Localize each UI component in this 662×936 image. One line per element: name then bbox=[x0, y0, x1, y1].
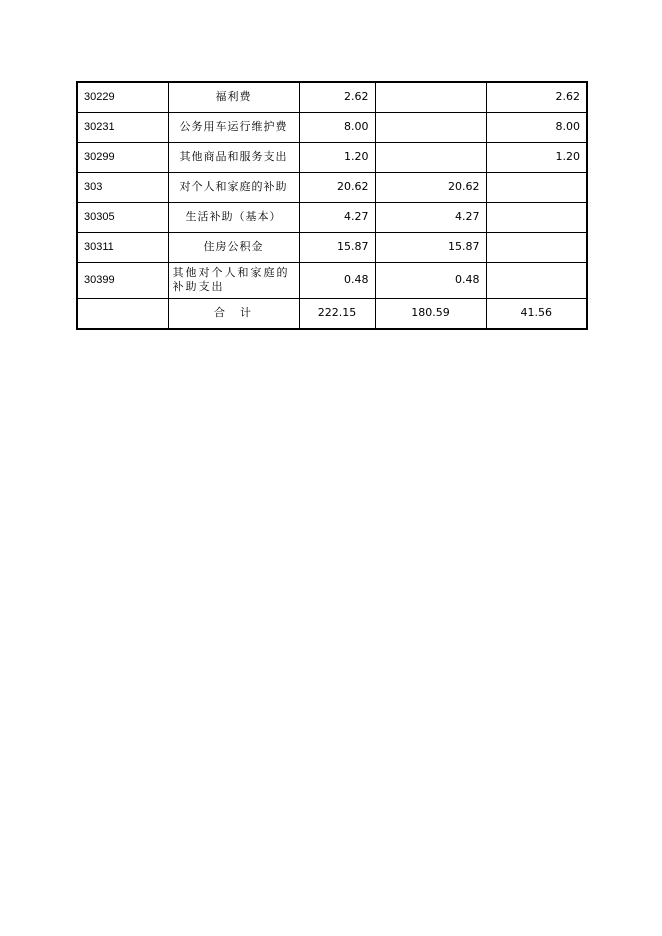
row-code: 303 bbox=[77, 172, 168, 202]
row-total: 1.20 bbox=[299, 142, 375, 172]
row-basic bbox=[375, 112, 486, 142]
total-code-empty bbox=[77, 298, 168, 329]
row-project bbox=[486, 232, 587, 262]
row-project bbox=[486, 202, 587, 232]
row-total: 2.62 bbox=[299, 82, 375, 112]
row-name: 对个人和家庭的补助 bbox=[168, 172, 299, 202]
row-total: 4.27 bbox=[299, 202, 375, 232]
row-total: 0.48 bbox=[299, 262, 375, 298]
total-label: 合 计 bbox=[168, 298, 299, 329]
table-row bbox=[77, 142, 587, 172]
row-basic: 15.87 bbox=[375, 232, 486, 262]
row-code: 30305 bbox=[77, 202, 168, 232]
row-code: 30299 bbox=[77, 142, 168, 172]
row-total: 8.00 bbox=[299, 112, 375, 142]
table-row bbox=[77, 82, 587, 112]
row-basic: 0.48 bbox=[375, 262, 486, 298]
row-name: 生活补助（基本） bbox=[168, 202, 299, 232]
row-basic: 20.62 bbox=[375, 172, 486, 202]
row-name: 福利费 bbox=[168, 82, 299, 112]
row-project: 1.20 bbox=[486, 142, 587, 172]
row-name: 其他对个人和家庭的补助支出 bbox=[168, 262, 299, 298]
row-basic bbox=[375, 82, 486, 112]
row-total: 20.62 bbox=[299, 172, 375, 202]
table-row bbox=[77, 112, 587, 142]
row-code: 30399 bbox=[77, 262, 168, 298]
table-row bbox=[77, 262, 587, 298]
row-project: 2.62 bbox=[486, 82, 587, 112]
row-code: 30231 bbox=[77, 112, 168, 142]
row-code: 30229 bbox=[77, 82, 168, 112]
basic-total: 180.59 bbox=[375, 298, 486, 329]
table-row bbox=[77, 172, 587, 202]
grand-total: 222.15 bbox=[299, 298, 375, 329]
row-name: 其他商品和服务支出 bbox=[168, 142, 299, 172]
table-row bbox=[77, 232, 587, 262]
row-name: 公务用车运行维护费 bbox=[168, 112, 299, 142]
row-basic: 4.27 bbox=[375, 202, 486, 232]
budget-table bbox=[76, 81, 588, 330]
row-project bbox=[486, 172, 587, 202]
project-total: 41.56 bbox=[486, 298, 587, 329]
table-row bbox=[77, 202, 587, 232]
row-project bbox=[486, 262, 587, 298]
row-code: 30311 bbox=[77, 232, 168, 262]
row-total: 15.87 bbox=[299, 232, 375, 262]
row-name: 住房公积金 bbox=[168, 232, 299, 262]
total-row bbox=[77, 298, 587, 329]
row-basic bbox=[375, 142, 486, 172]
row-project: 8.00 bbox=[486, 112, 587, 142]
